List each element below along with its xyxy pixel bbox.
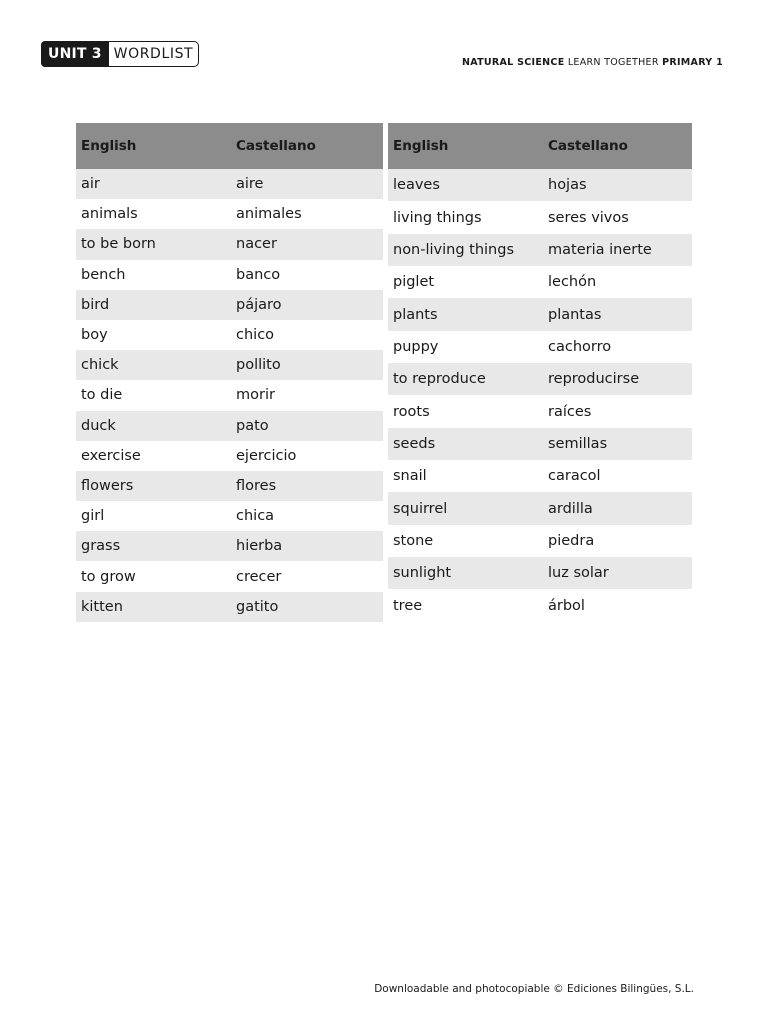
- castellano-word-cell: gatito: [231, 592, 383, 622]
- wordlist-table-left: [76, 123, 383, 622]
- table-row: [76, 260, 383, 290]
- castellano-word-cell: plantas: [543, 298, 692, 330]
- castellano-word-cell: chica: [236, 508, 275, 525]
- castellano-word-cell: pato: [231, 411, 383, 441]
- castellano-word-cell: animales: [236, 206, 302, 223]
- table-row: [76, 411, 383, 441]
- castellano-word-cell: luz solar: [543, 557, 692, 589]
- castellano-word-cell: aire: [231, 169, 383, 199]
- castellano-word-cell: árbol: [548, 597, 585, 614]
- english-word-cell: flowers: [76, 471, 231, 501]
- castellano-word-cell: nacer: [231, 229, 383, 259]
- english-word-cell: grass: [76, 531, 231, 561]
- table-row: [388, 169, 692, 201]
- english-word-cell: chick: [76, 350, 231, 380]
- castellano-word-cell: ejercicio: [236, 447, 297, 464]
- castellano-word-cell: chico: [236, 327, 275, 344]
- english-word-cell: leaves: [388, 169, 543, 201]
- english-word-cell: duck: [76, 411, 231, 441]
- table-row: [388, 234, 692, 266]
- series-label: LEARN TOGETHER: [567, 57, 659, 68]
- english-word-cell: girl: [81, 508, 105, 525]
- table-row: [76, 471, 383, 501]
- english-word-cell: bird: [76, 290, 231, 320]
- castellano-word-cell: semillas: [543, 428, 692, 460]
- table-row: [76, 229, 383, 259]
- copyright-footer: Downloadable and photocopiable © Ediciones Bilingües, S.L.: [374, 983, 694, 995]
- english-word-cell: to be born: [76, 229, 231, 259]
- table-header-row: [388, 123, 692, 169]
- level-label: PRIMARY 1: [662, 57, 723, 68]
- table-row: [388, 266, 692, 298]
- table-row: [76, 561, 383, 591]
- table-row: [76, 441, 383, 471]
- english-word-cell: non-living things: [388, 234, 543, 266]
- castellano-word-cell: raíces: [548, 403, 592, 420]
- column-header-english: English: [76, 123, 231, 169]
- column-header-english: English: [388, 123, 543, 169]
- castellano-word-cell: banco: [236, 266, 281, 283]
- table-row: [388, 331, 692, 363]
- castellano-word-cell: ardilla: [543, 492, 692, 524]
- table-header-row: [76, 123, 383, 169]
- table-row: [388, 428, 692, 460]
- castellano-word-cell: materia inerte: [543, 234, 692, 266]
- series-header: [462, 57, 723, 68]
- table-row: [388, 492, 692, 524]
- table-row: [76, 199, 383, 229]
- english-word-cell: squirrel: [388, 492, 543, 524]
- table-row: [388, 525, 692, 557]
- english-word-cell: bench: [81, 266, 126, 283]
- castellano-word-cell: seres vivos: [548, 209, 629, 226]
- table-row: [388, 298, 692, 330]
- castellano-word-cell: hojas: [543, 169, 692, 201]
- table-row: [76, 320, 383, 350]
- english-word-cell: animals: [81, 206, 138, 223]
- english-word-cell: tree: [393, 597, 423, 614]
- english-word-cell: snail: [393, 468, 427, 485]
- table-row: [388, 201, 692, 233]
- table-body: [388, 169, 692, 622]
- english-word-cell: air: [76, 169, 231, 199]
- castellano-word-cell: crecer: [236, 568, 282, 585]
- castellano-word-cell: caracol: [548, 468, 601, 485]
- table-row: [388, 395, 692, 427]
- table-body: [76, 169, 383, 622]
- table-row: [76, 592, 383, 622]
- english-word-cell: to reproduce: [388, 363, 543, 395]
- castellano-word-cell: pájaro: [231, 290, 383, 320]
- english-word-cell: kitten: [76, 592, 231, 622]
- english-word-cell: exercise: [81, 447, 141, 464]
- english-word-cell: roots: [393, 403, 430, 420]
- english-word-cell: plants: [388, 298, 543, 330]
- english-word-cell: stone: [393, 532, 434, 549]
- table-row: [76, 380, 383, 410]
- column-header-castellano: Castellano: [231, 123, 383, 169]
- castellano-word-cell: pollito: [231, 350, 383, 380]
- table-row: [388, 557, 692, 589]
- castellano-word-cell: cachorro: [548, 338, 612, 355]
- table-row: [388, 363, 692, 395]
- unit-label: UNIT 3: [41, 41, 109, 67]
- wordlist-tables: [76, 123, 692, 622]
- subject-label: NATURAL SCIENCE: [461, 57, 565, 68]
- unit-badge: [41, 41, 199, 67]
- table-row: [76, 350, 383, 380]
- column-header-castellano: Castellano: [543, 123, 692, 169]
- wordlist-label: WORDLIST: [109, 41, 200, 67]
- english-word-cell: seeds: [388, 428, 543, 460]
- castellano-word-cell: piedra: [548, 532, 595, 549]
- castellano-word-cell: morir: [236, 387, 275, 404]
- english-word-cell: living things: [393, 209, 482, 226]
- table-row: [388, 589, 692, 621]
- castellano-word-cell: reproducirse: [543, 363, 692, 395]
- table-row: [76, 169, 383, 199]
- castellano-word-cell: hierba: [231, 531, 383, 561]
- table-row: [76, 501, 383, 531]
- english-word-cell: boy: [81, 327, 108, 344]
- castellano-word-cell: lechón: [548, 274, 597, 291]
- table-row: [76, 531, 383, 561]
- english-word-cell: to grow: [81, 568, 136, 585]
- english-word-cell: piglet: [393, 274, 435, 291]
- table-row: [76, 290, 383, 320]
- english-word-cell: puppy: [393, 338, 439, 355]
- castellano-word-cell: flores: [231, 471, 383, 501]
- english-word-cell: sunlight: [388, 557, 543, 589]
- table-row: [388, 460, 692, 492]
- english-word-cell: to die: [81, 387, 123, 404]
- wordlist-table-right: [388, 123, 692, 622]
